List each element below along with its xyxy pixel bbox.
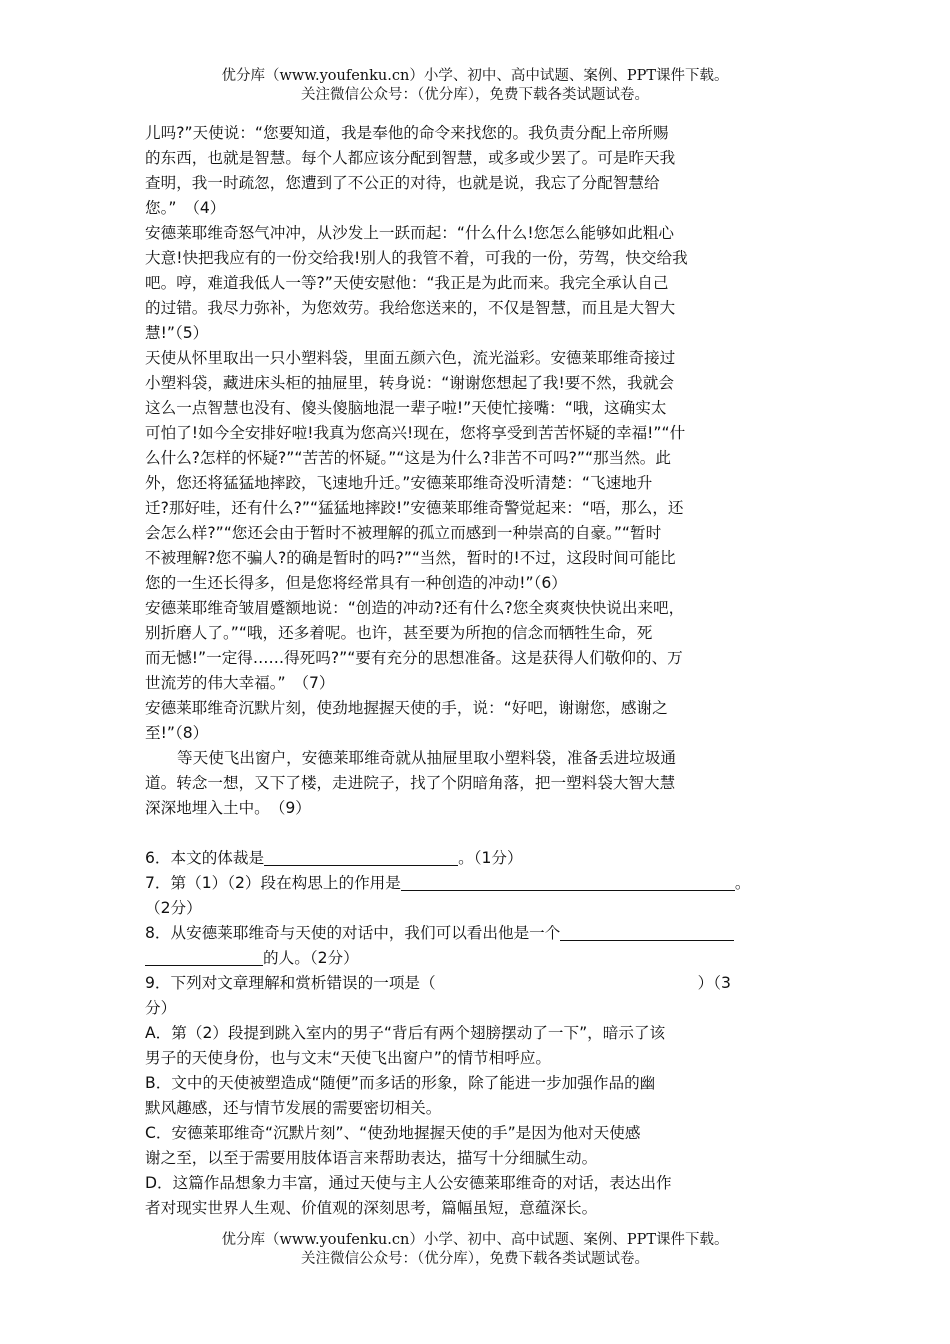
text-line: 默风趣感，还与情节发展的需要密切相关。 [145,1099,442,1117]
text-line: 安德莱耶维奇怒气冲冲，从沙发上一跃而起：“什么什么!您怎么能够如此粗心 [145,224,674,242]
answer-option [145,1121,805,1171]
passage-paragraph [145,596,805,696]
header-line-2: 关注微信公众号：（优分库），免费下载各类试题试卷。 [301,87,649,103]
text-line: 者对现实世界人生观、价值观的深刻思考，篇幅虽短，意蕴深长。 [145,1199,598,1217]
text-line: 安德莱耶维奇沉默片刻，使劲地握握天使的手，说：“好吧，谢谢您，感谢之 [145,699,668,717]
text-line: 查明，我一时疏忽，您遭到了不公正的对待，也就是说，我忘了分配智慧给 [145,174,660,192]
answer-option [145,1171,805,1221]
answer-blank-q6[interactable] [264,848,458,866]
text-line: 会怎么样?”“您还会由于暂时不被理解的孤立而感到一种崇高的自豪。”“暂时 [145,524,662,542]
text-line: 大意!快把我应有的一份交给我!别人的我管不着，可我的一份，劳驾，快交给我 [145,249,688,267]
text-line: 外，您还将猛猛地摔跤，飞速地升迁。”安德莱耶维奇没听清楚：“飞速地升 [145,474,653,492]
text-line: 您。” （4） [145,199,226,217]
text-line: 您的一生还长得多，但是您将经常具有一种创造的冲动!”（6） [145,574,567,592]
text-line: 小塑料袋，藏进床头柜的抽屉里，转身说：“谢谢您想起了我!要不然，我就会 [145,374,674,392]
answer-option [145,1071,805,1121]
page-footer [0,1231,950,1269]
text-line: 吧。哼，难道我低人一等?”天使安慰他：“我正是为此而来。我完全承认自己 [145,274,669,292]
footer-line-1: 优分库（www.youfenku.cn）小学、初中、高中试题、案例、PPT课件下载。 [221,1232,729,1248]
spacer [145,821,805,846]
story-passage [145,121,805,821]
question-9: 9．下列对文章理解和赏析错误的一项是（ ）（3 分） [145,974,731,1017]
passage-paragraph [145,121,805,221]
text-line: 儿吗?”天使说：“您要知道，我是奉他的命令来找您的。我负责分配上帝所赐 [145,124,669,142]
text-line: 这么一点智慧也没有、傻头傻脑地混一辈子啦!”天使忙接嘴：“哦，这确实太 [145,399,667,417]
text-line: 的过错。我尽力弥补，为您效劳。我给您送来的，不仅是智慧，而且是大智大 [145,299,676,317]
text-line: 道。转念一想，又下了楼，走进院子，找了个阴暗角落，把一塑料袋大智大慧 [145,774,676,792]
document-body [145,121,805,1221]
passage-paragraph [145,346,805,596]
passage-paragraph [145,696,805,746]
text-line: 深深地埋入土中。 （9） [145,799,311,817]
text-line: 安德莱耶维奇皱眉蹙额地说：“创造的冲动?还有什么?您全爽爽快快说出来吧， [145,599,685,617]
text-line: 而无憾!”一定得……得死吗?”“要有充分的思想准备。这是获得人们敬仰的、万 [145,649,683,667]
answer-blank-q8-part2[interactable] [145,948,263,966]
question-7: 7．第（1）（2）段在构思上的作用是 。 （2分） [145,874,751,917]
passage-paragraph [145,746,805,821]
text-line: 男子的天使身份，也与文末“天使飞出窗户”的情节相呼应。 [145,1049,552,1067]
text-line: 么什么?怎样的怀疑?”“苦苦的怀疑。”“这是为什么?非苦不可吗?”“那当然。此 [145,449,671,467]
text-line: C．安德莱耶维奇“沉默片刻”、“使劲地握握天使的手”是因为他对天使感 [145,1124,641,1142]
header-line-1: 优分库（www.youfenku.cn）小学、初中、高中试题、案例、PPT课件下载。 [221,68,729,84]
text-line: 别折磨人了。”“哦，还多着呢。也许，甚至要为所抱的信念而牺牲生命，死 [145,624,653,642]
text-line: 等天使飞出窗户，安德莱耶维奇就从抽屉里取小塑料袋，准备丢进垃圾通 [177,749,677,767]
text-line: 的东西，也就是智慧。每个人都应该分配到智慧，或多或少罢了。可是昨天我 [145,149,676,167]
question-6: 6．本文的体裁是 。（1分） [145,849,523,867]
footer-line-2: 关注微信公众号：（优分库），免费下载各类试题试卷。 [301,1251,649,1267]
text-line: 迁?那好哇，还有什么?”“猛猛地摔跤!”安德莱耶维奇警觉起来：“唔，那么，还 [145,499,684,517]
passage-paragraph [145,221,805,346]
text-line: 世流芳的伟大幸福。” （7） [145,674,335,692]
answer-blank-q7[interactable] [401,873,735,891]
text-line: 谢之至，以至于需要用肢体语言来帮助表达，描写十分细腻生动。 [145,1149,598,1167]
text-line: 至!”（8） [145,724,209,742]
page-header [0,67,950,105]
text-line: A．第（2）段提到跳入室内的男子“背后有两个翅膀摆动了一下”，暗示了该 [145,1024,666,1042]
text-line: 不被理解?您不骗人?的确是暂时的吗?”“当然，暂时的!不过，这段时间可能比 [145,549,676,567]
answer-blank-q8-part1[interactable] [560,923,734,941]
text-line: 天使从怀里取出一只小塑料袋，里面五颜六色，流光溢彩。安德莱耶维奇接过 [145,349,676,367]
text-line: 慧!”（5） [145,324,209,342]
question-9-options [145,1021,805,1221]
question-8: 8．从安德莱耶维奇与天使的对话中，我们可以看出他是一个 的人。（2分） [145,921,805,971]
text-line: B．文中的天使被塑造成“随便”而多话的形象，除了能进一步加强作品的幽 [145,1074,656,1092]
text-line: D．这篇作品想象力丰富，通过天使与主人公安德莱耶维奇的对话，表达出作 [145,1174,672,1192]
answer-option [145,1021,805,1071]
text-line: 可怕了!如今全安排好啦!我真为您高兴!现在，您将享受到苦苦怀疑的幸福!”“什 [145,424,686,442]
